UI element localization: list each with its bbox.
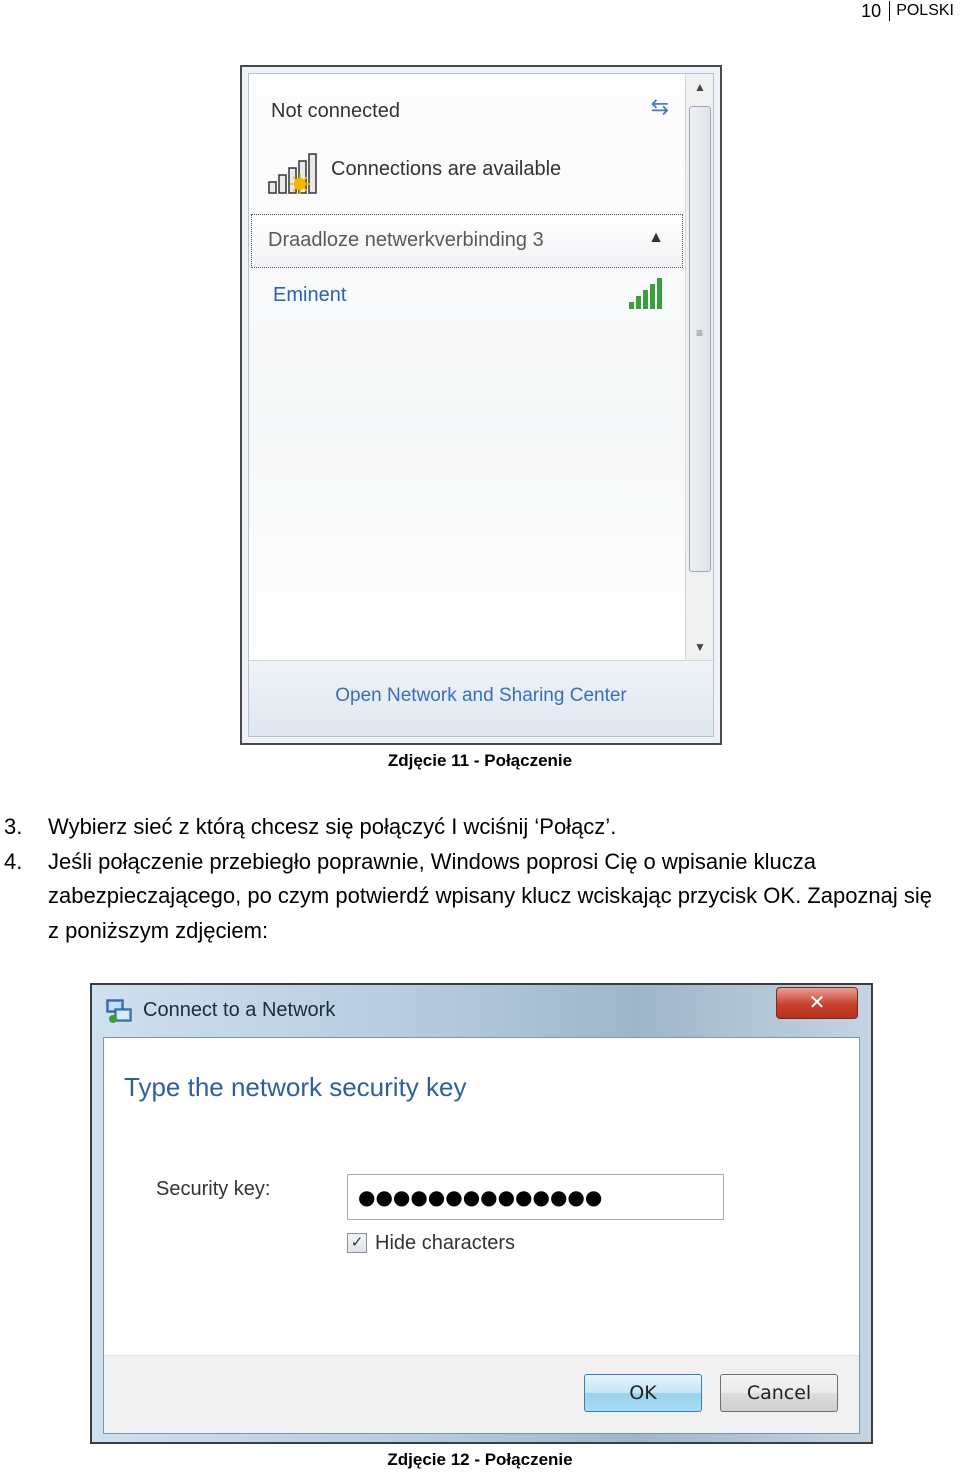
vertical-scrollbar[interactable] <box>685 74 713 660</box>
dialog-titlebar[interactable] <box>103 985 860 1037</box>
network-ssid: Eminent <box>273 284 347 306</box>
cancel-button[interactable]: Cancel <box>720 1374 838 1412</box>
step-number: 3. <box>4 814 23 839</box>
security-key-label: Security key: <box>156 1178 271 1200</box>
network-popup <box>248 73 714 737</box>
network-list-area <box>249 74 685 660</box>
page-number: 10 <box>861 0 882 21</box>
instruction-step-4 <box>4 845 934 949</box>
instruction-step-3 <box>4 810 934 845</box>
dialog-heading: Type the network security key <box>124 1072 467 1102</box>
figure-11-caption: Zdjęcie 11 - Połączenie <box>387 751 573 770</box>
popup-footer <box>249 660 713 736</box>
signal-strength-icon <box>627 276 667 310</box>
dialog-button-bar <box>104 1355 859 1433</box>
network-list-item[interactable] <box>251 272 683 322</box>
step-text: Wybierz sieć z którą chcesz się połączyć I wciśnij ‘Połącz’. <box>48 814 617 839</box>
page-language: POLSKI <box>896 2 954 19</box>
scroll-down-arrow-icon[interactable]: ▼ <box>694 640 706 654</box>
step-text: Jeśli połączenie przebiegło poprawnie, Windows poprosi Cię o wpisanie klucza zabezpieczającego, po czym potwierdź wpisany klucz wciskając przycisk OK. Zapoznaj się z poniższym zdjęciem: <box>48 848 933 943</box>
open-network-sharing-center-link[interactable]: Open Network and Sharing Center <box>335 685 627 706</box>
dialog-body <box>103 1037 860 1434</box>
page-header <box>861 0 954 22</box>
adapter-name: Draadloze netwerkverbinding 3 <box>268 229 544 251</box>
step-number: 4. <box>4 848 23 874</box>
header-separator <box>889 1 890 21</box>
refresh-icon[interactable]: ⇆ <box>650 94 669 119</box>
figure-12-caption: Zdjęcie 12 - Połączenie <box>387 1450 573 1469</box>
connect-dialog-screenshot <box>90 983 873 1444</box>
adapter-group-header[interactable] <box>251 214 683 268</box>
scroll-up-arrow-icon[interactable]: ▲ <box>694 80 706 94</box>
instruction-list <box>4 810 934 948</box>
hide-characters-label[interactable]: Hide characters <box>375 1231 516 1254</box>
hide-characters-row[interactable] <box>347 1230 515 1256</box>
connection-status-subtitle: Connections are available <box>331 158 562 180</box>
scrollbar-thumb[interactable] <box>689 106 711 572</box>
security-key-input[interactable] <box>347 1174 724 1220</box>
dialog-title: Connect to a Network <box>143 999 336 1021</box>
ok-button[interactable]: OK <box>584 1374 702 1412</box>
close-icon[interactable]: ✕ <box>776 987 858 1019</box>
network-popup-screenshot <box>240 65 722 745</box>
hide-characters-checkbox[interactable]: ✓ <box>347 1233 367 1253</box>
chevron-up-icon[interactable]: ▲ <box>648 229 664 246</box>
scrollbar-grip-icon: ≡ <box>696 326 704 340</box>
connection-status-title: Not connected <box>271 100 400 122</box>
network-connection-icon <box>105 997 133 1025</box>
network-signal-available-icon <box>267 152 323 194</box>
